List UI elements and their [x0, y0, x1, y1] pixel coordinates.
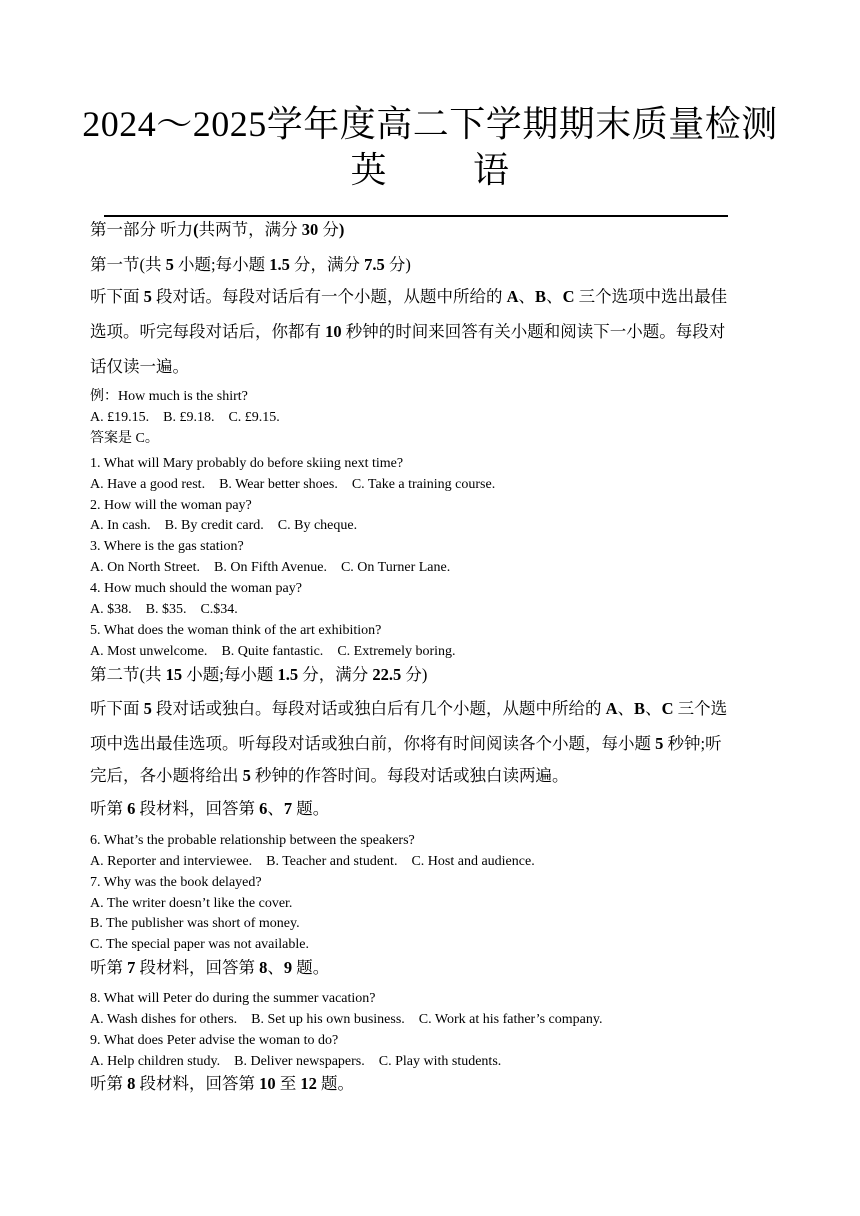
- section2-instructions-line-2: 项中选出最佳选项。听每段对话或独白前，你将有时间阅读各个小题，每小题 5 秒钟;听: [90, 734, 722, 753]
- example-options: A. £19.15. B. £9.18. C. £9.15.: [90, 410, 280, 425]
- material-8-note: 听第 8 段材料，回答第 10 至 12 题。: [90, 1074, 354, 1093]
- question-6-options: A. Reporter and interviewee. B. Teacher and student. C. Host and audience.: [90, 854, 535, 869]
- question-7-option-a: A. The writer doesn’t like the cover.: [90, 896, 293, 911]
- section2-instructions-line-3: 完后，各小题将给出 5 秒钟的作答时间。每段对话或独白读两遍。: [90, 766, 569, 785]
- title-divider: [104, 215, 728, 217]
- example-answer: 答案是 C。: [90, 431, 159, 446]
- question-9-options: A. Help children study. B. Deliver newspapers. C. Play with students.: [90, 1054, 502, 1069]
- subject-char-1: 英: [350, 150, 387, 190]
- question-9: 9. What does Peter advise the woman to do?: [90, 1033, 339, 1048]
- question-4-options: A. $38. B. $35. C.$34.: [90, 602, 238, 617]
- question-7-option-b: B. The publisher was short of money.: [90, 916, 300, 931]
- section1-instructions-line-1: 听下面 5 段对话。每段对话后有一个小题，从题中所给的 A、B、C 三个选项中选出最佳: [90, 287, 728, 306]
- question-6: 6. What’s the probable relationship between the speakers?: [90, 833, 415, 848]
- question-2: 2. How will the woman pay?: [90, 498, 252, 513]
- question-8: 8. What will Peter do during the summer vacation?: [90, 991, 376, 1006]
- question-3: 3. Where is the gas station?: [90, 539, 244, 554]
- question-1: 1. What will Mary probably do before skiing next time?: [90, 456, 404, 471]
- question-3-options: A. On North Street. B. On Fifth Avenue. C. On Turner Lane.: [90, 560, 451, 575]
- section1-instructions-line-3: 话仅读一遍。: [90, 357, 189, 376]
- part1-heading: 第一部分 听力(共两节，满分 30 分): [90, 220, 345, 239]
- question-8-options: A. Wash dishes for others. B. Set up his own business. C. Work at his father’s company.: [90, 1012, 603, 1027]
- question-1-options: A. Have a good rest. B. Wear better shoes. C. Take a training course.: [90, 477, 496, 492]
- material-6-note: 听第 6 段材料，回答第 6、7 题。: [90, 799, 330, 818]
- section1-instructions-line-2: 选项。听完每段对话后，你都有 10 秒钟的时间来回答有关小题和阅读下一小题。每段对: [90, 322, 726, 341]
- question-7-option-c: C. The special paper was not available.: [90, 937, 309, 952]
- material-7-note: 听第 7 段材料，回答第 8、9 题。: [90, 958, 330, 977]
- question-5: 5. What does the woman think of the art exhibition?: [90, 623, 382, 638]
- question-7: 7. Why was the book delayed?: [90, 875, 262, 890]
- question-5-options: A. Most unwelcome. B. Quite fantastic. C. Extremely boring.: [90, 644, 456, 659]
- example-question: 例：How much is the shirt?: [90, 389, 248, 404]
- section2-heading: 第二节(共 15 小题;每小题 1.5 分，满分 22.5 分): [90, 665, 428, 684]
- section2-instructions-line-1: 听下面 5 段对话或独白。每段对话或独白后有几个小题，从题中所给的 A、B、C 三个选: [90, 699, 728, 718]
- exam-subject: [0, 152, 860, 188]
- question-2-options: A. In cash. B. By credit card. C. By cheque.: [90, 518, 358, 533]
- exam-title: 2024～2025学年度高二下学期期末质量检测: [82, 104, 778, 144]
- question-4: 4. How much should the woman pay?: [90, 581, 302, 596]
- section1-heading: 第一节(共 5 小题;每小题 1.5 分，满分 7.5 分): [90, 255, 411, 274]
- subject-char-2: 语: [473, 150, 510, 190]
